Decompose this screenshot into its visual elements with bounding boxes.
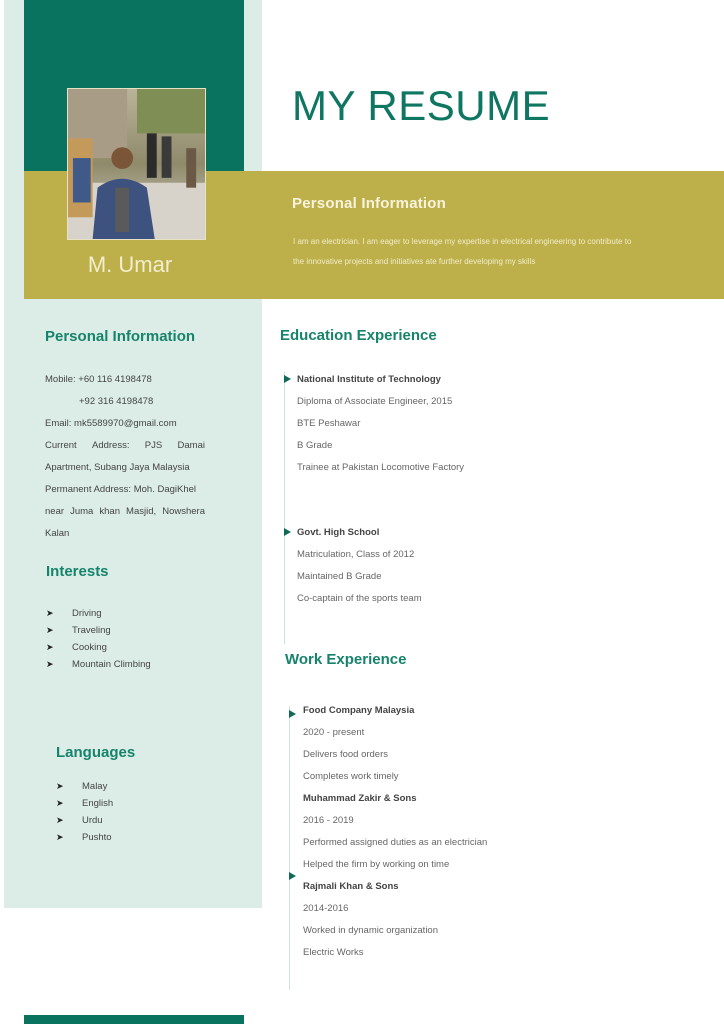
profile-photo [67, 88, 206, 240]
work-entry-line: 2014-2016 [303, 903, 349, 914]
work-entry-line: Helped the firm by working on time [303, 859, 450, 870]
work-timeline-line [289, 706, 290, 990]
education-entry-title: National Institute of Technology [297, 374, 441, 385]
list-item [46, 656, 151, 673]
arrow-bullet-icon: ➤ [46, 642, 54, 652]
education-heading: Education Experience [280, 327, 437, 344]
timeline-marker-icon [284, 528, 291, 536]
permanent-address-line-3: Kalan [45, 528, 70, 539]
email-line [45, 418, 205, 429]
interests-heading: Interests [46, 563, 109, 580]
interests-list [46, 605, 151, 673]
work-entry-line: Worked in dynamic organization [303, 925, 439, 936]
work-entry-line: Performed assigned duties as an electrician [303, 837, 488, 848]
timeline-marker-icon [284, 375, 291, 383]
work-heading: Work Experience [285, 651, 407, 668]
mobile-label: Mobile: [45, 374, 76, 385]
language-label: Urdu [82, 815, 103, 826]
work-entry-line: Delivers food orders [303, 749, 389, 760]
footer-green-bar [24, 1015, 244, 1024]
education-entry-line: Diploma of Associate Engineer, 2015 [297, 396, 453, 407]
address-word: Address: [91, 440, 130, 451]
work-entry-line: 2020 - present [303, 727, 365, 738]
arrow-bullet-icon: ➤ [56, 832, 64, 842]
address-word: Damai [177, 440, 205, 451]
work-entry-title: Rajmali Khan & Sons [303, 881, 399, 892]
list-item [46, 622, 151, 639]
summary-heading: Personal Information [292, 195, 447, 212]
address-word: Current [45, 440, 77, 451]
language-label: English [82, 798, 114, 809]
education-entry-line: Matriculation, Class of 2012 [297, 549, 415, 560]
permanent-address-line-1: Permanent Address: Moh. DagiKhel [45, 484, 197, 495]
mobile-number-2: +92 316 4198478 [79, 396, 154, 407]
language-label: Malay [82, 781, 108, 792]
address-word: khan [99, 506, 120, 517]
arrow-bullet-icon: ➤ [46, 608, 54, 618]
timeline-marker-icon [289, 872, 296, 880]
arrow-bullet-icon: ➤ [56, 781, 64, 791]
summary-text-line: the innovative projects and initiatives ate further developing my skills [293, 257, 536, 266]
education-entry-title: Govt. High School [297, 527, 380, 538]
page-title: MY RESUME [292, 82, 551, 129]
address-word: PJS [144, 440, 163, 451]
list-item [56, 795, 113, 812]
education-entry-line: BTE Peshawar [297, 418, 361, 429]
list-item [56, 812, 113, 829]
languages-list [56, 778, 113, 846]
education-entry-line: Maintained B Grade [297, 571, 382, 582]
education-timeline-line [284, 372, 285, 644]
interest-label: Mountain Climbing [72, 659, 151, 670]
mobile-number-1: +60 116 4198478 [78, 374, 152, 385]
address-word: near [45, 506, 65, 517]
list-item [46, 605, 151, 622]
education-entry-line: B Grade [297, 440, 333, 451]
education-entry-line: Trainee at Pakistan Locomotive Factory [297, 462, 465, 473]
email-label: Email: [45, 418, 72, 429]
arrow-bullet-icon: ➤ [46, 625, 54, 635]
timeline-marker-icon [289, 710, 296, 718]
permanent-address-line-2 [45, 506, 205, 517]
current-address-line-1 [45, 440, 205, 451]
current-address-line-2: Apartment, Subang Jaya Malaysia [45, 462, 190, 473]
interest-label: Cooking [72, 642, 107, 653]
education-entry-line: Co-captain of the sports team [297, 593, 422, 604]
email-value: mk5589970@gmail.com [74, 418, 177, 429]
arrow-bullet-icon: ➤ [46, 659, 54, 669]
summary-text-line: I am an electrician. I am eager to leverage my expertise in electrical engineering to contribute to [293, 237, 632, 246]
personal-info-heading: Personal Information [45, 328, 196, 345]
languages-heading: Languages [56, 744, 136, 761]
interest-label: Traveling [72, 625, 111, 636]
address-word: Nowshera [162, 506, 205, 517]
address-word: Masjid, [126, 506, 157, 517]
work-entry-line: Electric Works [303, 947, 364, 958]
mobile-line [45, 374, 205, 385]
list-item [46, 639, 151, 656]
profile-photo-illustration [68, 89, 205, 239]
language-label: Pushto [82, 832, 112, 843]
list-item [56, 829, 113, 846]
address-word: Juma [70, 506, 94, 517]
interest-label: Driving [72, 608, 102, 619]
list-item [56, 778, 113, 795]
work-entry-line: 2016 - 2019 [303, 815, 354, 826]
arrow-bullet-icon: ➤ [56, 815, 64, 825]
work-entry-title: Food Company Malaysia [303, 705, 415, 716]
candidate-name: M. Umar [87, 252, 173, 277]
work-entry-title: Muhammad Zakir & Sons [303, 793, 417, 804]
work-entry-line: Completes work timely [303, 771, 399, 782]
arrow-bullet-icon: ➤ [56, 798, 64, 808]
